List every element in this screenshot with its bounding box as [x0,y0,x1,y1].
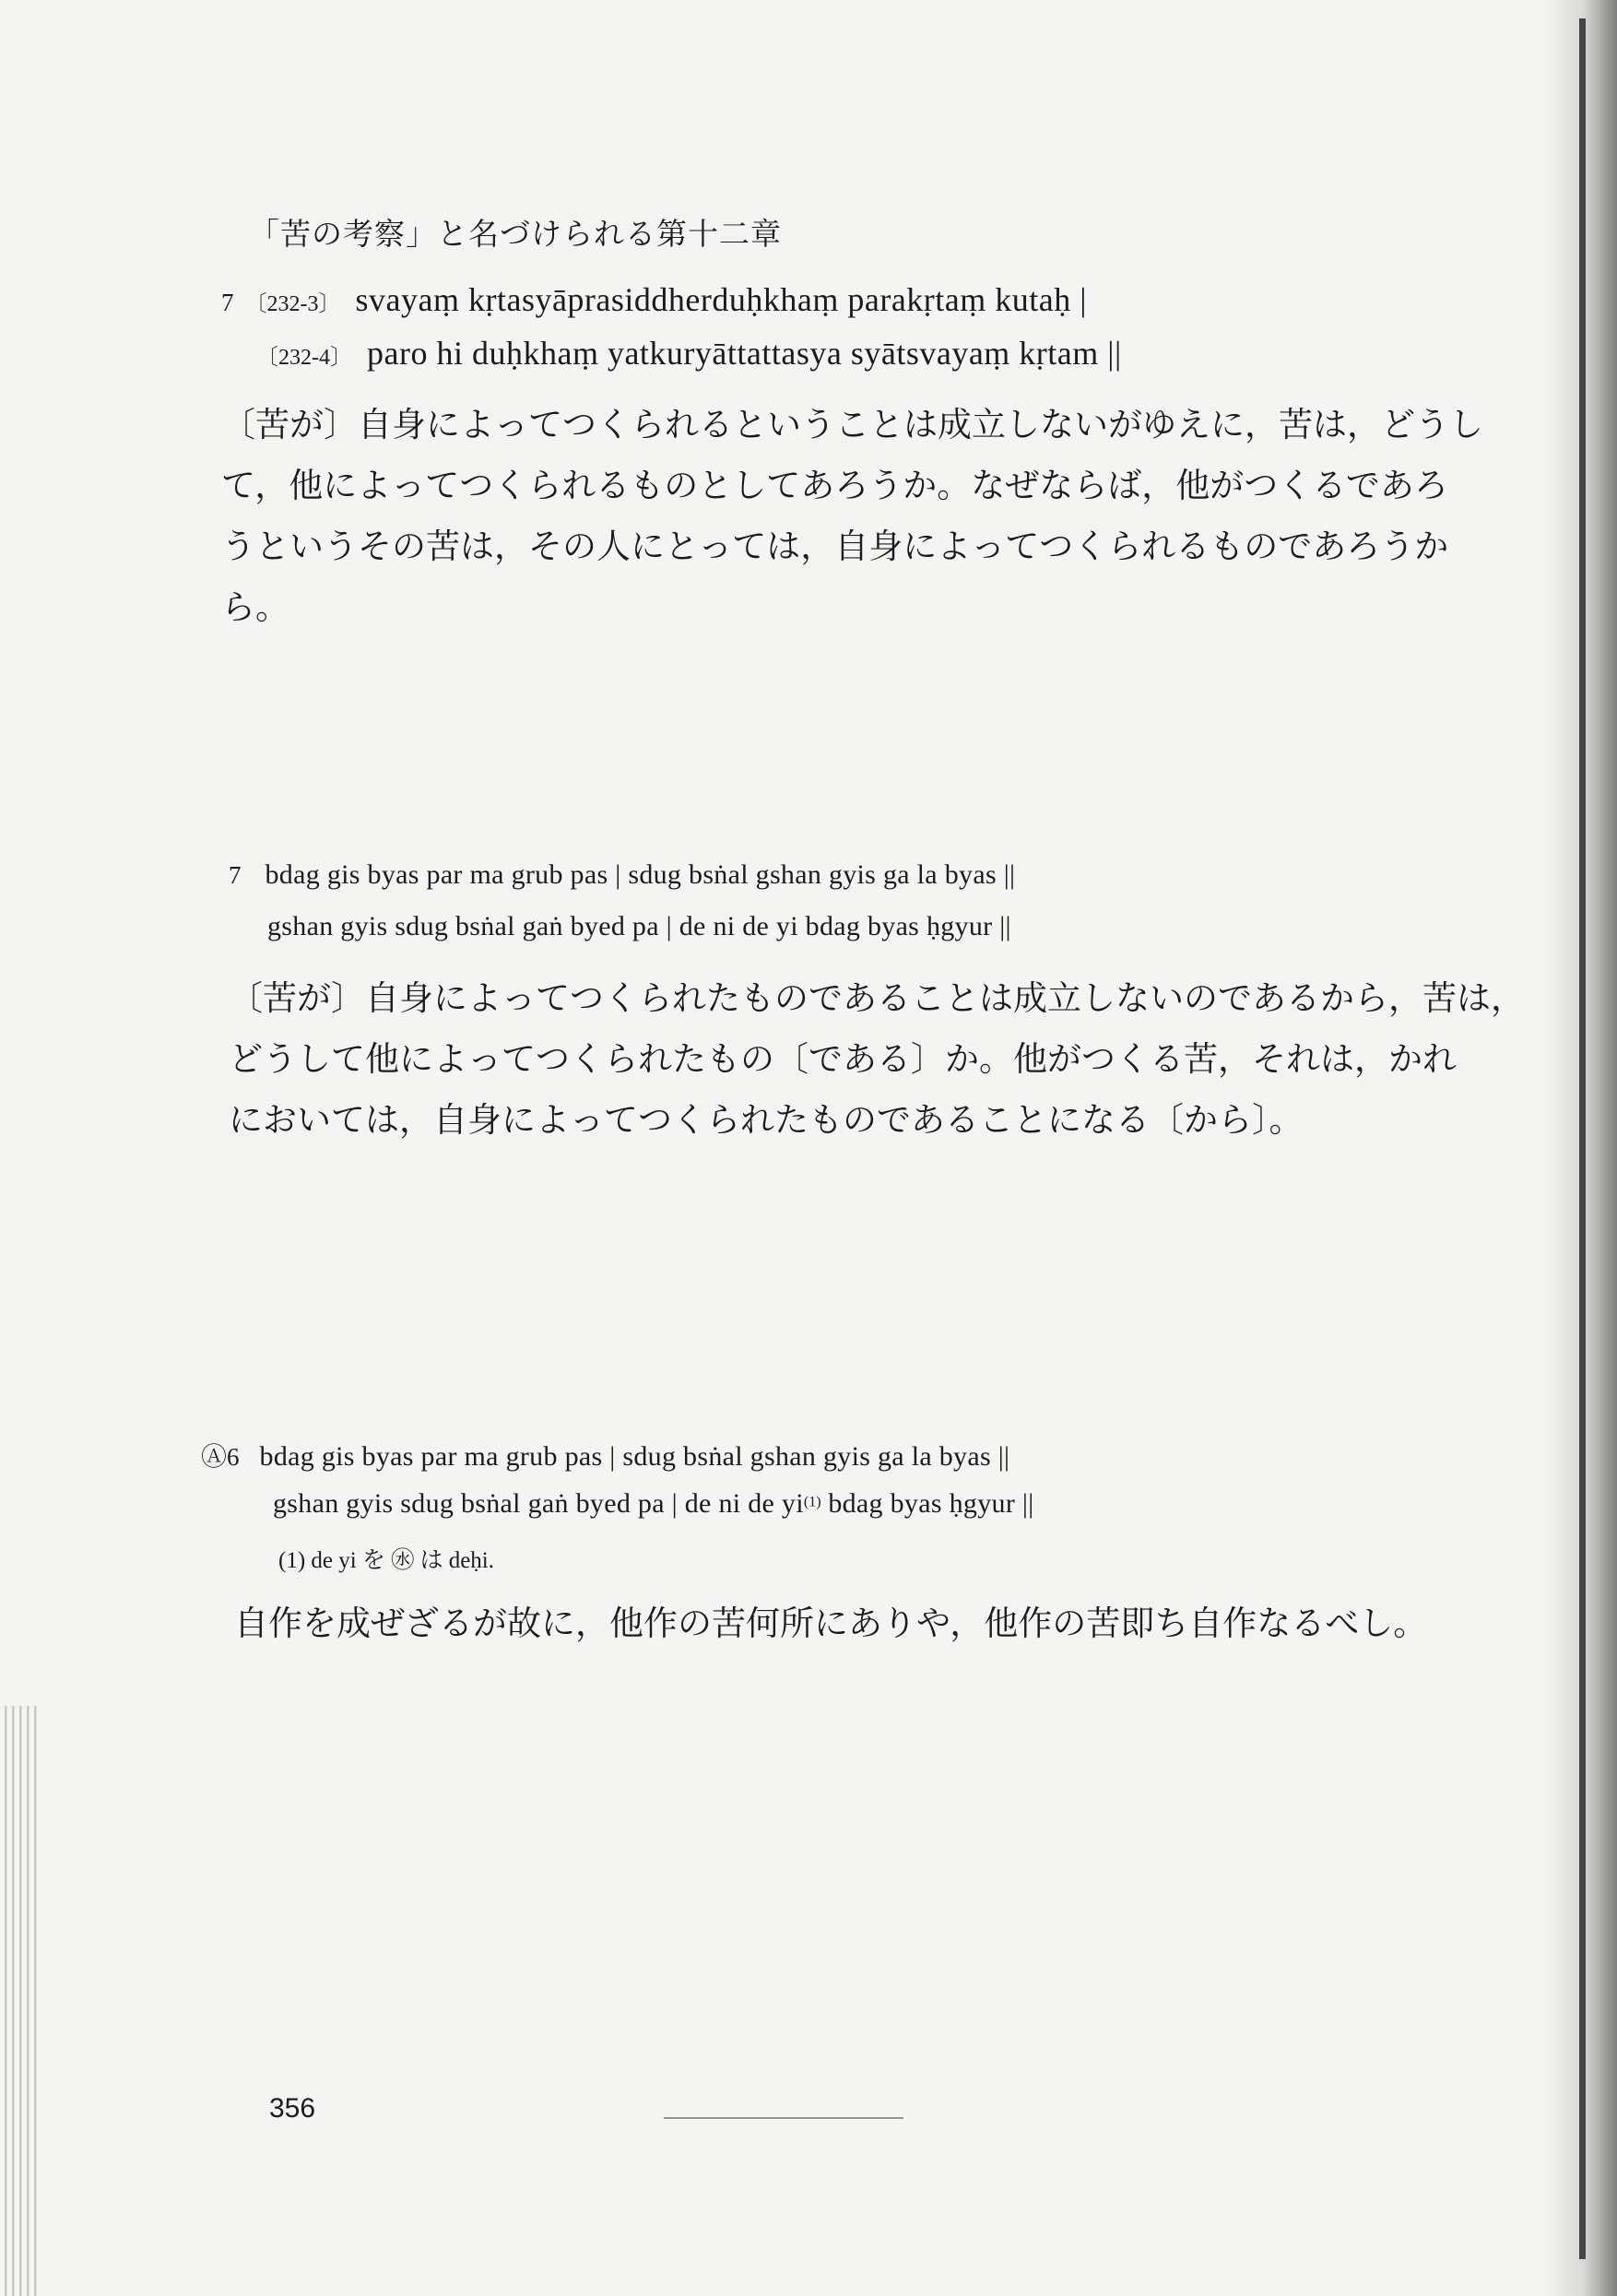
footnote: (1) de yi を ㊌ は deḥi. [278,1548,494,1573]
sanskrit-line-1 [221,280,1087,319]
scan-mark [664,2117,903,2119]
translation-line: 〔苦が〕自身によってつくられるということは成立しないがゆえに，苦は，どうし [221,405,1483,444]
tibetan2-translation: 自作を成ぜざるが故に，他作の苦何所にありや，他作の苦即ち自作なるべし。 [234,1604,1428,1643]
tibetan1-translation [229,968,1525,1151]
tibetan-text: gshan gyis sdug bsṅal gaṅ byed pa | de ni de yi bdag byas ḥgyur || [267,911,1011,941]
tibetan-text: bdag gis byas par ma grub pas | sdug bsṅal gshan gyis ga la byas || [265,859,1016,890]
translation-line: 〔苦が〕自身によってつくられたものであることは成立しないのであるから，苦は， [229,978,1525,1018]
verse-number: 7 [229,861,242,889]
scan-noise [0,1706,37,2296]
sanskrit-text: svayaṃ kṛtasyāprasiddherduḥkhaṃ parakṛtaṃ kutaḥ | [355,281,1087,318]
tibetan2-line-1 [201,1437,1009,1473]
page-number: 356 [269,2093,316,2124]
verse-number: 6 [227,1443,240,1471]
tibetan-text: bdag gis byas par ma grub pas | sdug bsṅal gshan gyis ga la byas || [259,1441,1010,1472]
tibetan2-line-2 [273,1488,1034,1520]
tibetan-text: bdag byas ḥgyur || [820,1488,1034,1519]
sanskrit-line-2 [249,334,1122,373]
sanskrit-translation [221,395,1483,638]
sanskrit-text: paro hi duḥkhaṃ yatkuryāttattasya syātsvayaṃ kṛtam || [367,335,1122,372]
translation-line: どうして他によってつくられたもの〔である〕か。他がつくる苦，それは，かれ [229,1039,1457,1079]
binding-edge [1579,18,1586,2259]
translation-line: ら。 [221,587,289,627]
tibetan-text: gshan gyis sdug bsṅal gaṅ byed pa | de ni de yi [273,1488,804,1519]
translation-line: においては，自身によってつくられたものであることになる〔から〕。 [229,1100,1304,1140]
tibetan1-line-1 [229,859,1015,891]
verse-number: 7 [221,289,234,316]
verse-reference: 〔232-4〕 [256,346,352,370]
footnote-marker: (1) [803,1494,821,1510]
chapter-header: 「苦の考察」と名づけられる第十二章 [249,216,782,252]
translation-line: て，他によってつくられるものとしてあろうか。なぜならば，他がつくるであろ [221,466,1448,505]
translation-line: うというその苦は，その人にとっては，自身によってつくられるものであろうか [221,527,1449,566]
circled-a-mark: Ⓐ [201,1443,228,1472]
tibetan1-line-2 [267,911,1011,942]
verse-reference: 〔232-3〕 [244,292,341,316]
